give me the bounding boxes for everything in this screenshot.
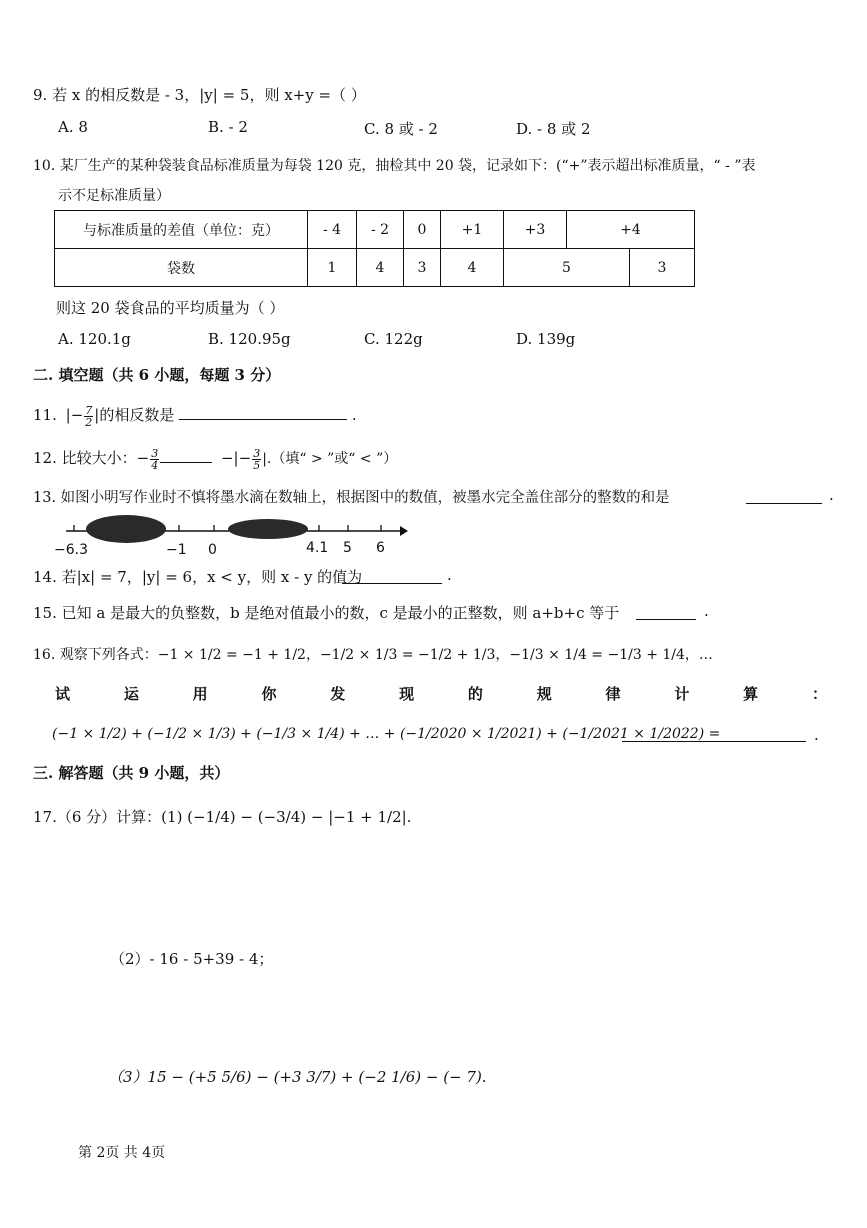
spread-char: 试 [55,685,71,703]
table-cell: +1 [441,211,504,249]
table-row1-header: 与标准质量的差值（单位：克） [55,211,308,249]
table-cell: 4 [441,249,504,287]
q17-part2: （2）- 16 - 5+39 - 4； [110,950,274,968]
q12-text: 12. 比较大小： [33,449,137,467]
q12-minus: − [136,449,150,467]
q10-option-a: A. 120.1g [58,330,131,348]
q10-data-table [54,210,695,287]
spread-char: 运 [123,685,139,703]
q11-number: 11. [33,406,57,424]
number-line [54,512,414,560]
q16-instruction [55,683,827,704]
q16-end: . [814,726,819,744]
q12 [33,443,397,474]
spread-char: 现 [399,685,415,703]
q13-answer-blank[interactable] [746,489,822,504]
q14-stem: 14. 若|x| = 7，|y| = 6，x < y，则 x - y 的值为 [33,568,363,586]
q10-option-b: B. 120.95g [208,330,291,348]
ink-blot-left [86,515,166,543]
q9-stem: 9. 若 x 的相反数是 - 3，|y| = 5，则 x+y =（ ） [33,86,366,104]
q11-fraction [84,405,93,428]
section3-title: 三. 解答题（共 9 小题，共） [33,764,230,782]
spread-char: 规 [536,685,552,703]
q11-text: |的相反数是 [94,406,175,424]
section2-title: 二. 填空题（共 6 小题，每题 3 分） [33,366,281,384]
q12-b-numerator: 3 [253,446,261,460]
axis-label: 5 [343,540,352,556]
axis-label: 0 [208,542,217,558]
table-cell: +3 [504,211,567,249]
q11 [33,400,357,430]
q12-fraction-b [252,448,261,471]
table-cell: +4 [567,211,695,249]
q12-a-denominator: 4 [151,458,159,472]
q14-end: . [447,566,452,584]
q10-stem-line1: 10. 某厂生产的某种袋装食品标准质量为每袋 120 克，抽检其中 20 袋，记录如下：(“+”表示超出标准质量，“ - ”表 [33,158,756,174]
q13-end: . [829,486,834,504]
q15-stem: 15. 已知 a 是最大的负整数，b 是绝对值最小的数，c 是最小的正整数，则 a+b+c 等于 [33,604,620,622]
q13-stem: 13. 如图小明写作业时不慎将墨水滴在数轴上，根据图中的数值，被墨水完全盖住部分的整数的和是 [33,490,670,506]
spread-char: 律 [605,685,621,703]
table-cell: - 4 [308,211,357,249]
axis-label: −6.3 [54,542,88,558]
axis-arrow-icon [400,526,408,536]
ink-blot-right [228,519,308,539]
q9-option-a: A. 8 [58,118,88,136]
axis-label: 6 [376,540,385,556]
table-cell: 5 [504,249,630,287]
axis-label: 4.1 [306,540,329,556]
q12-b-denominator: 5 [253,458,261,472]
q11-answer-blank[interactable] [179,405,347,420]
q12-b-open: −|− [220,449,252,467]
page-footer: 第 2页 共 4页 [78,1145,166,1161]
q14-answer-blank[interactable] [342,569,442,584]
spread-char: 算 [743,685,759,703]
q11-frac-denominator: 2 [85,415,93,429]
q12-hint: |.（填“ > ”或“ < ”） [262,451,398,467]
q16-answer-blank[interactable] [622,727,806,742]
q10-option-c: C. 122g [364,330,423,348]
spread-char: 发 [330,685,346,703]
table-cell: 1 [308,249,357,287]
spread-char: 计 [674,685,690,703]
q9-option-c: C. 8 或 - 2 [364,120,438,138]
q15-answer-blank[interactable] [636,605,696,620]
q11-end: . [351,406,357,424]
q16-stem: 16. 观察下列各式：−1 × 1/2 = −1 + 1/2，−1/2 × 1/3 = −1/2 + 1/3，−1/3 × 1/4 = −1/3 + 1/4，… [33,647,713,663]
q11-abs-open: |− [65,406,84,424]
spread-char: 的 [467,685,483,703]
table-cell: 3 [404,249,441,287]
q17-part3: （3）15 − (+5 5/6) − (+3 3/7) + (−2 1/6) − (− 7). [108,1068,487,1086]
table-cell: 4 [357,249,404,287]
q12-fraction-a [150,448,159,471]
spread-char: ： [811,685,827,703]
q12-answer-blank[interactable] [160,448,212,463]
q17-stem: 17.（6 分）计算：(1) (−1/4) − (−3/4) − |−1 + 1/2|. [33,808,412,826]
q12-a-numerator: 3 [151,446,159,460]
axis-label: −1 [166,542,187,558]
q9-option-d: D. - 8 或 2 [516,120,591,138]
q10-option-d: D. 139g [516,330,576,348]
q15-end: . [704,602,709,620]
table-cell: 0 [404,211,441,249]
table-cell: - 2 [357,211,404,249]
spread-char: 你 [261,685,277,703]
q10-question: 则这 20 袋食品的平均质量为（ ） [56,299,285,317]
table-row2-header: 袋数 [55,249,308,287]
q9-option-b: B. - 2 [208,118,248,136]
q16-expression: (−1 × 1/2) + (−1/2 × 1/3) + (−1/3 × 1/4) + … + (−1/2020 × 1/2021) + (−1/2021 × 1/2022) = [52,726,721,742]
spread-char: 用 [192,685,208,703]
q10-stem-line2: 示不足标准质量） [58,188,170,204]
q11-frac-numerator: 7 [85,403,93,417]
table-cell: 3 [630,249,695,287]
